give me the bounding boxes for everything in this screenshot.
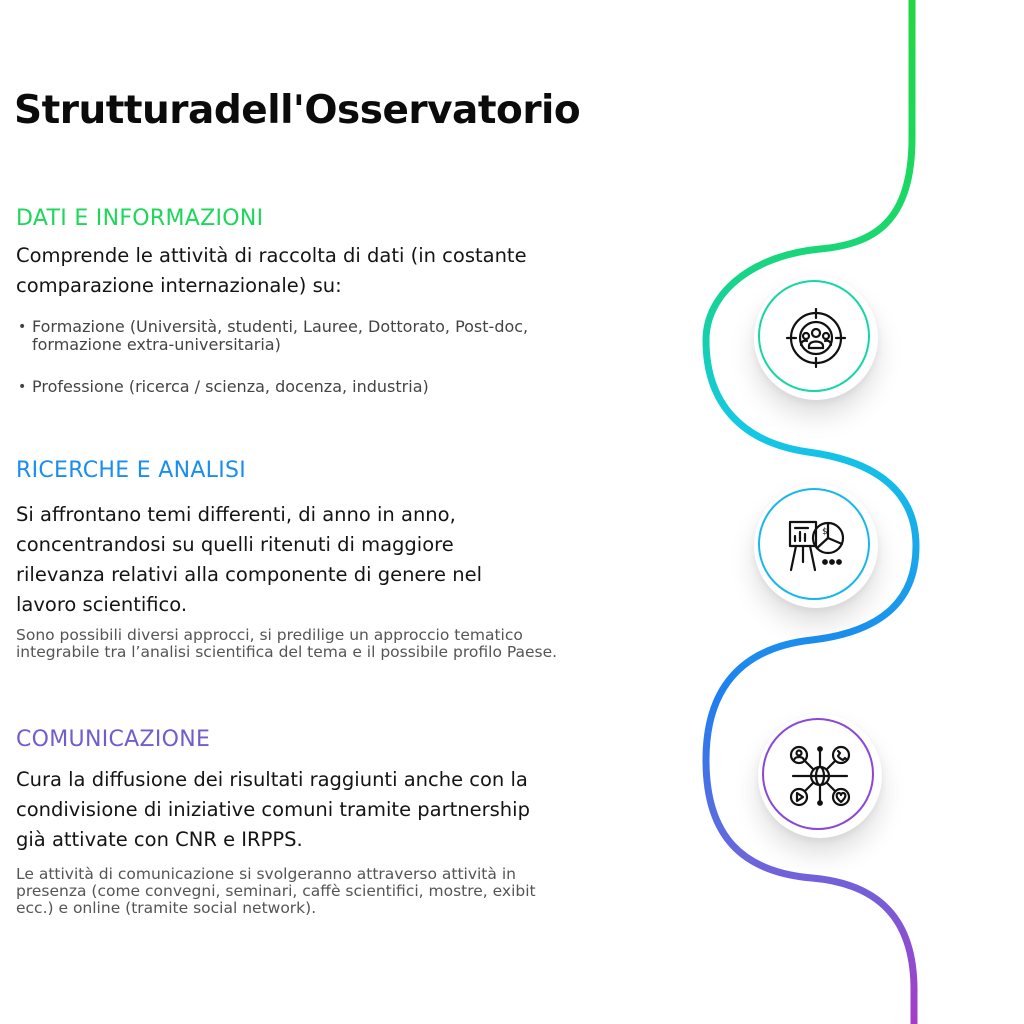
presentation-chart-icon <box>784 514 848 578</box>
section-lead-comunicazione: Cura la diffusione dei risultati raggiunti anche con la condivisione di iniziative comuni tramite partnership già attivate con CNR e IRPPS. <box>16 768 530 851</box>
network-globe-icon <box>788 744 852 808</box>
section-note-ricerche: Sono possibili diversi approcci, si predilige un approccio tematico integrabile tra l’analisi scientifica del tema e il possibile profilo Paese. <box>16 626 558 661</box>
node-comunicazione <box>758 714 882 838</box>
page-title: Strutturadell'Osservatorio <box>14 88 581 133</box>
list-item-text: Formazione (Università, studenti, Lauree, Dottorato, Post-doc, formazione extra-universitaria) <box>32 317 529 354</box>
section-heading-dati: DATI E INFORMAZIONI <box>16 206 264 231</box>
section-note-comunicazione: Le attività di comunicazione si svolgeranno attraverso attività in presenza (come convegni, seminari, caffè scientifici, mostre, exibit ecc.) e online (tramite social network). <box>16 865 536 917</box>
team-target-icon <box>784 306 848 370</box>
section-lead-ricerche: Si affrontano temi differenti, di anno in anno, concentrandosi su quelli ritenuti di maggiore rilevanza relativi alla componente di genere nel lavoro scientifico. <box>16 503 482 616</box>
list-item-text: Professione (ricerca / scienza, docenza, industria) <box>32 377 429 396</box>
node-dati <box>754 276 878 400</box>
svg-text:$: $ <box>822 527 828 537</box>
section-heading-ricerche: RICERCHE E ANALISI <box>16 458 247 483</box>
list-item: • Professione (ricerca / scienza, docenza, industria) <box>18 377 429 396</box>
list-item: • Formazione (Università, studenti, Lauree, Dottorato, Post-doc, formazione extra-universitaria) <box>18 317 529 354</box>
section-bullet-list <box>16 318 576 420</box>
section-lead-dati: Comprende le attività di raccolta di dati (in costante comparazione internazionale) su: <box>16 244 527 297</box>
node-ricerche <box>754 484 878 608</box>
section-heading-comunicazione: COMUNICAZIONE <box>16 727 211 752</box>
